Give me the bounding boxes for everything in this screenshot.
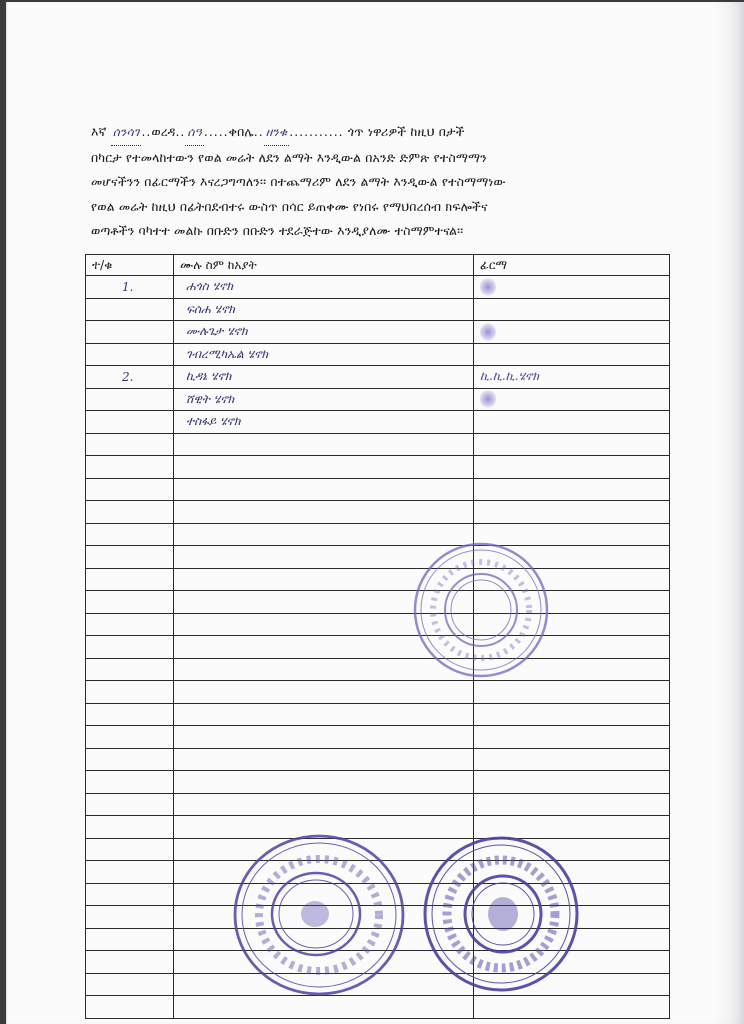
intro-line-2: በካርታ የተመላከተውን የወል መሬት ለደን ልማት እንዲውል በአንድ ድምጽ የተስማማን (91, 149, 487, 165)
row-number (86, 321, 174, 344)
table-row (86, 321, 670, 344)
empty-cell (474, 433, 670, 456)
table-row-empty (86, 771, 670, 794)
empty-cell (474, 793, 670, 816)
empty-cell (86, 928, 174, 951)
table-row (86, 343, 670, 366)
table-row-empty (86, 748, 670, 771)
empty-cell (86, 636, 174, 659)
intro-line-4: የወል መሬት ከዚህ በፊትበደብተሩ ውስጥ በሳር ይጠቀሙ የነበሩ የማህበረሰብ ክፍሎችና (91, 198, 488, 214)
table-row-empty (86, 568, 670, 591)
empty-cell (86, 501, 174, 524)
empty-cell (86, 838, 174, 861)
empty-cell (174, 771, 474, 794)
empty-cell (86, 861, 174, 884)
woreda-label: ወረዳ (151, 124, 176, 139)
row-number (86, 343, 174, 366)
thumbprint-icon (480, 277, 496, 297)
table-row-empty (86, 996, 670, 1019)
row-signature (474, 276, 670, 299)
empty-cell (174, 681, 474, 704)
kebele-label: ቀበሌ (228, 124, 254, 139)
round-stamp-middle (411, 540, 551, 680)
empty-cell (174, 996, 474, 1019)
empty-cell (174, 726, 474, 749)
empty-cell (174, 748, 474, 771)
name-blank: ሰንሳገ (111, 120, 142, 146)
empty-cell (474, 456, 670, 479)
table-row (86, 298, 670, 321)
empty-cell (474, 996, 670, 1019)
kebele-blank: ዘንቁ (264, 120, 290, 146)
empty-cell (86, 433, 174, 456)
table-row (86, 276, 670, 299)
intro-paragraph (91, 120, 671, 244)
empty-cell (474, 681, 670, 704)
empty-cell (474, 501, 670, 524)
intro-word: እኛ (91, 124, 107, 139)
row-signature (474, 366, 670, 389)
empty-cell (86, 793, 174, 816)
empty-cell (474, 703, 670, 726)
empty-cell (86, 996, 174, 1019)
empty-cell (174, 501, 474, 524)
row-full-name: ሸዊት ሄኖክ (174, 388, 474, 411)
table-row-empty (86, 726, 670, 749)
empty-cell (86, 456, 174, 479)
intro-line-1-tail: ጎጥ ነዋሪዎች ከዚህ በታች (347, 124, 465, 139)
empty-cell (86, 613, 174, 636)
row-number (86, 388, 174, 411)
table-row (86, 388, 670, 411)
thumbprint-icon (480, 389, 496, 409)
empty-cell (474, 478, 670, 501)
empty-cell (86, 883, 174, 906)
document-page (6, 2, 744, 1024)
empty-cell (86, 681, 174, 704)
empty-cell (86, 906, 174, 929)
empty-cell (474, 771, 670, 794)
table-row-empty (86, 523, 670, 546)
row-signature (474, 411, 670, 434)
empty-cell (174, 456, 474, 479)
row-full-name: ሐጎስ ሄኖክ (174, 276, 474, 299)
row-signature (474, 388, 670, 411)
table-row-empty (86, 456, 670, 479)
table-row-empty (86, 433, 670, 456)
row-full-name: ኪዳኔ ሄኖክ (174, 366, 474, 389)
empty-cell (174, 703, 474, 726)
intro-line-5: ወጣቶችን ባካተተ መልኩ በቡድን በቡድን ተደራጅተው እንዲያለሙ ተስማምተናል፡፡ (91, 223, 464, 238)
round-stamp-bottom-left (231, 832, 407, 998)
empty-cell (174, 793, 474, 816)
thumbprint-icon (480, 322, 496, 342)
empty-cell (474, 748, 670, 771)
row-signature (474, 298, 670, 321)
header-signature: ፊርማ (474, 255, 670, 276)
stamp-seal-graphic (411, 540, 551, 680)
table-row (86, 411, 670, 434)
empty-cell (174, 433, 474, 456)
stamp-seal-graphic (421, 834, 581, 994)
empty-cell (86, 703, 174, 726)
header-full-name: ሙሉ ስም ከአያት (174, 255, 474, 276)
empty-cell (86, 726, 174, 749)
table-row-empty (86, 478, 670, 501)
page-edge-shadow (715, 2, 744, 1024)
row-full-name: ፍሰሐ ሄኖክ (174, 298, 474, 321)
empty-cell (86, 771, 174, 794)
intro-line-3: መሆናችንን በፊርማችን እናረጋግጣለን፡፡ በተጨማሪም ለደን ልማት እንዲውል የተስማማነው (91, 174, 506, 189)
table-row (86, 366, 670, 389)
empty-cell (86, 546, 174, 569)
empty-cell (86, 568, 174, 591)
empty-cell (86, 591, 174, 614)
row-number: 1. (86, 276, 174, 299)
table-row-empty (86, 636, 670, 659)
table-row-empty (86, 703, 670, 726)
empty-cell (86, 523, 174, 546)
table-row-empty (86, 501, 670, 524)
table-row-empty (86, 793, 670, 816)
intro-line-1: እኛ ሰንሳገ ..ወረዳ.. ሰዓ .....ቀበሌ.. ዘንቁ ........... ጎጥ ነዋሪዎች ከዚህ በታች (91, 120, 671, 146)
header-number: ተ/ቁ (86, 255, 174, 276)
woreda-blank: ሰዓ (185, 120, 204, 146)
table-row-empty (86, 658, 670, 681)
row-full-name: ተስፋይ ሄኖክ (174, 411, 474, 434)
row-number (86, 298, 174, 321)
stamp-seal-graphic (231, 832, 407, 998)
empty-cell (86, 478, 174, 501)
table-row-empty (86, 591, 670, 614)
row-signature (474, 321, 670, 344)
round-stamp-bottom-right (421, 834, 581, 994)
table-row-empty (86, 546, 670, 569)
empty-cell (86, 951, 174, 974)
row-full-name: ሙሉጌታ ሄኖክ (174, 321, 474, 344)
table-row-empty (86, 681, 670, 704)
row-number: 2. (86, 366, 174, 389)
row-full-name: ገብረሚካኤል ሄኖክ (174, 343, 474, 366)
signature-text: ኪ.ኪ.ኪ.ሄኖክ (480, 369, 539, 384)
table-header-row (86, 255, 670, 276)
empty-cell (86, 748, 174, 771)
row-number (86, 411, 174, 434)
row-signature (474, 343, 670, 366)
empty-cell (86, 973, 174, 996)
empty-cell (174, 478, 474, 501)
table-row-empty (86, 613, 670, 636)
empty-cell (474, 726, 670, 749)
empty-cell (86, 658, 174, 681)
empty-cell (86, 816, 174, 839)
